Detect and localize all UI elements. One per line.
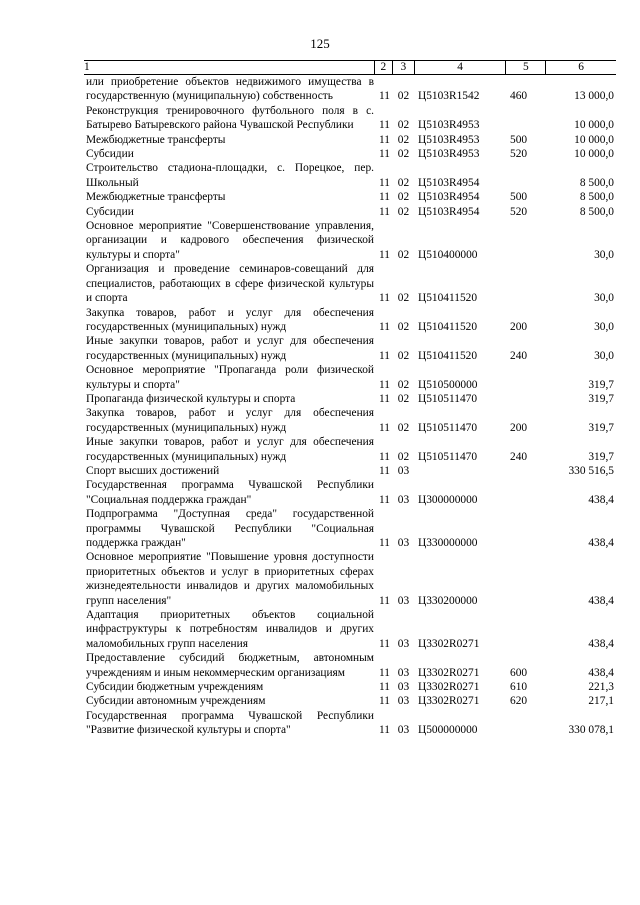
row-subsection-cell: 02 [397, 90, 410, 103]
row-name-cell: Иные закупки товаров, работ и услуг для обеспечения государственных (муниципальных) нужд [86, 335, 374, 362]
table-row [84, 75, 616, 104]
row-subsection-cell: 03 [397, 724, 410, 737]
row-section-cell: 11 [379, 464, 390, 477]
row-target-article-cell: Ц500000000 [418, 724, 478, 737]
row-name-cell: Закупка товаров, работ и услуг для обеспечения государственных (муниципальных) нужд [86, 407, 374, 434]
table-row [84, 550, 616, 608]
row-expense-type-cell: 500 [510, 133, 528, 146]
row-amount-cell: 221,3 [588, 681, 614, 694]
row-target-article-cell: Ц5103R1542 [418, 90, 480, 103]
table-row [84, 680, 616, 694]
row-section-cell: 11 [379, 450, 390, 463]
row-name-cell: Основное мероприятие "Повышение уровня доступности приоритетных объектов и услуг в приоритетных сферах жизнедеятельности инвалидов и других маломобильных групп населения" [86, 551, 374, 607]
row-name-cell: Межбюджетные трансферты [86, 191, 226, 204]
row-name-cell: Государственная программа Чувашской Республики "Социальная поддержка граждан" [86, 479, 374, 506]
row-amount-cell: 330 516,5 [568, 464, 614, 477]
row-amount-cell: 30,0 [594, 320, 614, 333]
row-target-article-cell: Ц330200000 [418, 594, 478, 607]
row-name-cell: Предоставление субсидий бюджетным, автономным учреждениям и иным некоммерческим организациям [86, 652, 374, 679]
row-amount-cell: 30,0 [594, 292, 614, 305]
row-amount-cell: 10 000,0 [574, 119, 614, 132]
row-amount-cell: 319,7 [588, 392, 614, 405]
row-expense-type-cell: 520 [510, 205, 528, 218]
table-row [84, 219, 616, 262]
header-cell: 5 [506, 61, 546, 74]
row-target-article-cell: Ц510411520 [418, 349, 478, 362]
row-expense-type-cell: 200 [510, 421, 528, 434]
row-section-cell: 11 [379, 176, 390, 189]
table-row [84, 205, 616, 219]
row-subsection-cell: 02 [397, 320, 410, 333]
row-amount-cell: 330 078,1 [568, 724, 614, 737]
row-expense-type-cell: 620 [510, 695, 528, 708]
row-amount-cell: 438,4 [588, 594, 614, 607]
row-subsection-cell: 03 [397, 537, 410, 549]
row-target-article-cell: Ц3302R0271 [418, 681, 480, 694]
table-row [84, 133, 616, 147]
row-name-cell: Межбюджетные трансферты [86, 133, 226, 146]
row-section-cell: 11 [379, 637, 390, 650]
row-name-cell: Реконструкция тренировочного футбольного поля в с. Батырево Батыревского района Чувашской Республики [86, 104, 374, 132]
row-name-cell: Иные закупки товаров, работ и услуг для обеспечения государственных (муниципальных) нужд [86, 436, 374, 463]
header-cell: 3 [393, 61, 415, 74]
row-amount-cell: 30,0 [594, 349, 614, 362]
row-name-cell: Основное мероприятие "Совершенствование управления, организации и кадрового обеспечения физической культуры и спорта" [86, 220, 374, 261]
row-target-article-cell: Ц5103R4954 [418, 191, 480, 204]
row-section-cell: 11 [379, 378, 390, 391]
row-subsection-cell: 02 [397, 191, 410, 204]
row-name-cell: или приобретение объектов недвижимого имущества в государственную (муниципальную) собственность [86, 76, 374, 103]
row-amount-cell: 438,4 [588, 537, 614, 549]
row-subsection-cell: 02 [397, 205, 410, 218]
page-number: 125 [310, 36, 330, 51]
table-row [84, 363, 616, 392]
row-section-cell: 11 [379, 681, 390, 694]
row-subsection-cell: 02 [397, 450, 410, 463]
row-section-cell: 11 [379, 392, 390, 405]
table-row [84, 608, 616, 651]
row-expense-type-cell: 240 [510, 450, 528, 463]
row-expense-type-cell: 460 [510, 90, 528, 103]
table-row [84, 306, 616, 335]
row-subsection-cell: 02 [397, 176, 410, 189]
row-section-cell: 11 [379, 90, 390, 103]
row-name-cell: Субсидии автономным учреждениям [86, 695, 266, 708]
row-name-cell: Спорт высших достижений [86, 464, 220, 477]
header-cell: 6 [578, 61, 584, 73]
row-name-cell: Основное мероприятие "Пропаганда роли физической культуры и спорта" [86, 364, 374, 391]
row-section-cell: 11 [379, 724, 390, 737]
row-section-cell: 11 [379, 148, 390, 161]
row-subsection-cell: 03 [397, 695, 410, 708]
budget-table [84, 60, 616, 738]
row-section-cell: 11 [379, 493, 390, 506]
row-subsection-cell: 02 [397, 119, 410, 132]
row-amount-cell: 438,4 [588, 666, 614, 679]
row-name-cell: Субсидии [86, 148, 134, 161]
row-name-cell: Субсидии [86, 205, 134, 218]
row-target-article-cell: Ц510400000 [418, 248, 478, 261]
row-section-cell: 11 [379, 320, 390, 333]
row-target-article-cell: Ц5103R4953 [418, 133, 480, 146]
row-section-cell: 11 [379, 205, 390, 218]
row-expense-type-cell: 240 [510, 349, 528, 362]
row-name-cell: Подпрограмма "Доступная среда" государственной программы Чувашской Республики "Социальная поддержка граждан" [86, 508, 374, 549]
row-amount-cell: 217,1 [588, 695, 614, 708]
row-target-article-cell: Ц3302R0271 [418, 637, 480, 650]
row-section-cell: 11 [379, 248, 390, 261]
header-cell: 2 [375, 61, 393, 74]
row-section-cell: 11 [379, 349, 390, 362]
row-amount-cell: 8 500,0 [579, 205, 614, 218]
row-section-cell: 11 [379, 666, 390, 679]
row-name-cell: Государственная программа Чувашской Республики "Развитие физической культуры и спорта" [86, 709, 374, 737]
row-amount-cell: 10 000,0 [574, 148, 614, 161]
row-expense-type-cell: 600 [510, 666, 528, 679]
row-subsection-cell: 02 [397, 378, 410, 391]
row-section-cell: 11 [379, 537, 390, 549]
row-target-article-cell: Ц3302R0271 [418, 666, 480, 679]
header-cell: 1 [84, 61, 375, 74]
header-cell: 4 [415, 61, 507, 74]
row-name-cell: Организация и проведение семинаров-совещаний для специалистов, работающих в сфере физической культуры и спорта [86, 263, 374, 305]
row-subsection-cell: 03 [397, 666, 410, 679]
table-row [84, 406, 616, 435]
table-row [84, 190, 616, 204]
row-expense-type-cell: 500 [510, 191, 528, 204]
row-name-cell: Пропаганда физической культуры и спорта [86, 392, 296, 405]
table-row [84, 262, 616, 305]
row-amount-cell: 13 000,0 [574, 90, 614, 103]
row-amount-cell: 319,7 [588, 450, 614, 463]
row-expense-type-cell: 200 [510, 320, 528, 333]
row-name-cell: Субсидии бюджетным учреждениям [86, 681, 264, 694]
row-target-article-cell: Ц510500000 [418, 378, 478, 391]
row-subsection-cell: 03 [397, 594, 410, 607]
row-subsection-cell: 02 [397, 349, 410, 362]
table-row [84, 694, 616, 708]
row-target-article-cell: Ц510511470 [418, 450, 478, 463]
table-row [84, 334, 616, 363]
row-name-cell: Адаптация приоритетных объектов социальной инфраструктуры к потребностям инвалидов и других маломобильных групп населения [86, 609, 374, 650]
row-target-article-cell: Ц3302R0271 [418, 695, 480, 708]
row-subsection-cell: 02 [397, 133, 410, 146]
row-amount-cell: 8 500,0 [579, 191, 614, 204]
row-name-cell: Строительство стадиона-площадки, с. Порецкое, пер. Школьный [86, 162, 374, 189]
table-row [84, 435, 616, 464]
row-amount-cell: 30,0 [594, 248, 614, 261]
table-row [84, 507, 616, 550]
row-name-cell: Закупка товаров, работ и услуг для обеспечения государственных (муниципальных) нужд [86, 306, 374, 333]
row-subsection-cell: 02 [397, 148, 410, 161]
row-subsection-cell: 03 [397, 681, 410, 694]
row-target-article-cell: Ц5103R4953 [418, 119, 480, 132]
table-row [84, 392, 616, 406]
row-subsection-cell: 03 [397, 637, 410, 650]
row-section-cell: 11 [379, 191, 390, 204]
row-target-article-cell: Ц5103R4954 [418, 205, 480, 218]
row-target-article-cell: Ц330000000 [418, 537, 478, 549]
row-subsection-cell: 02 [397, 248, 410, 261]
row-amount-cell: 10 000,0 [574, 133, 614, 146]
row-target-article-cell: Ц510411520 [418, 320, 478, 333]
row-amount-cell: 8 500,0 [579, 176, 614, 189]
row-subsection-cell: 02 [397, 392, 410, 405]
row-target-article-cell: Ц5103R4954 [418, 176, 480, 189]
row-subsection-cell: 02 [397, 292, 410, 305]
row-amount-cell: 438,4 [588, 493, 614, 506]
row-amount-cell: 438,4 [588, 637, 614, 650]
row-amount-cell: 319,7 [588, 421, 614, 434]
row-target-article-cell: Ц510511470 [418, 392, 478, 405]
row-section-cell: 11 [379, 292, 390, 305]
table-row [84, 161, 616, 190]
row-section-cell: 11 [379, 421, 390, 434]
row-expense-type-cell: 610 [510, 681, 528, 694]
row-target-article-cell: Ц300000000 [418, 493, 478, 506]
table-header [84, 60, 616, 75]
table-row [84, 147, 616, 161]
row-target-article-cell: Ц510411520 [418, 292, 478, 305]
row-subsection-cell: 02 [397, 421, 410, 434]
table-row [84, 104, 616, 133]
row-expense-type-cell: 520 [510, 148, 528, 161]
table-row [84, 478, 616, 507]
table-row [84, 651, 616, 680]
row-amount-cell: 319,7 [588, 378, 614, 391]
row-section-cell: 11 [379, 695, 390, 708]
row-section-cell: 11 [379, 594, 390, 607]
row-subsection-cell: 03 [397, 493, 410, 506]
table-row [84, 464, 616, 478]
row-section-cell: 11 [379, 133, 390, 146]
row-target-article-cell: Ц5103R4953 [418, 148, 480, 161]
row-subsection-cell: 03 [397, 464, 410, 477]
row-target-article-cell: Ц510511470 [418, 421, 478, 434]
table-body [84, 75, 616, 738]
row-section-cell: 11 [379, 119, 390, 132]
table-row [84, 709, 616, 738]
